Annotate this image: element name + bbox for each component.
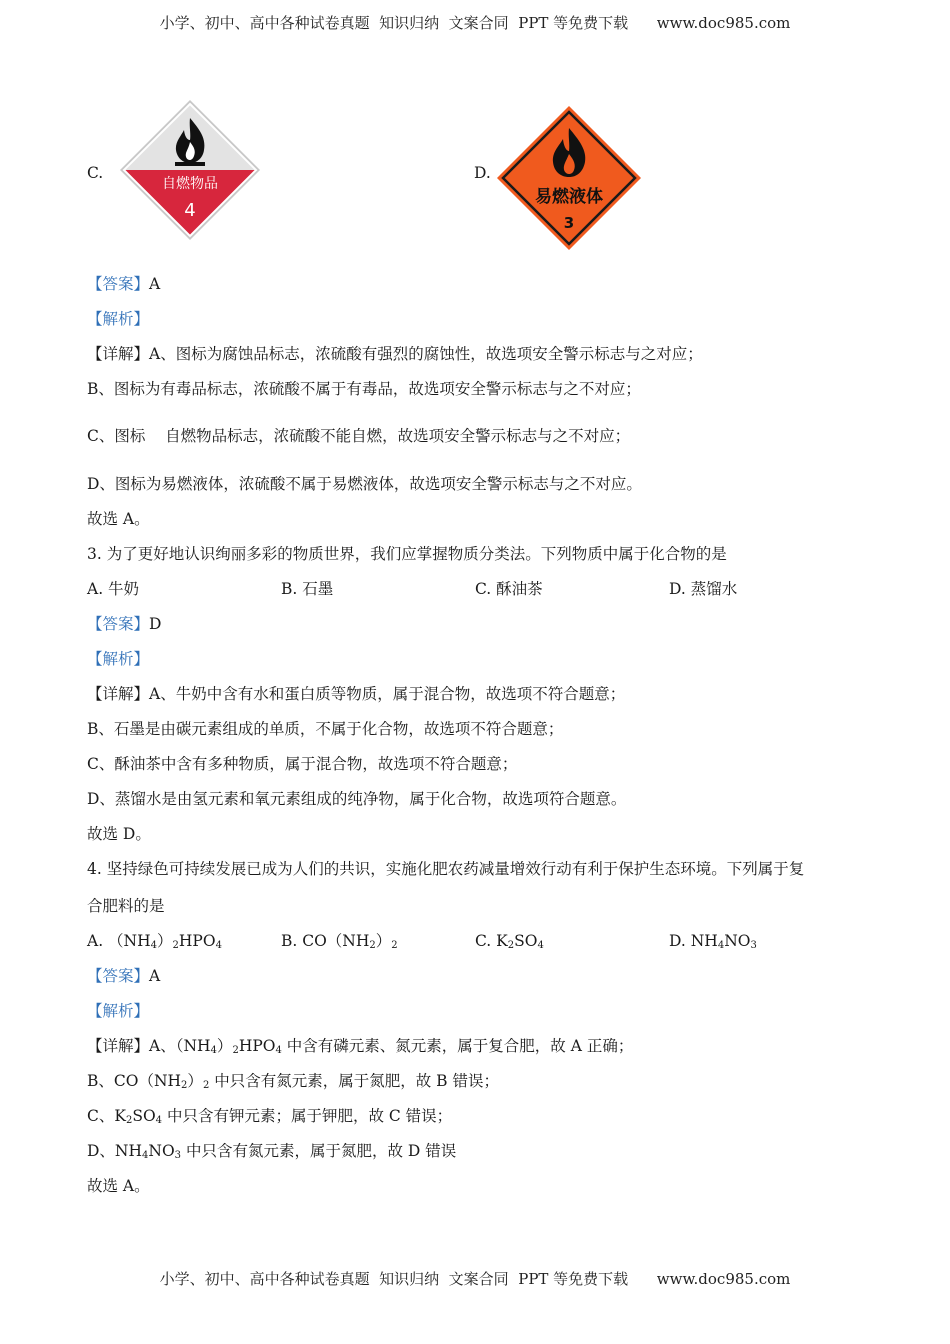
q4-option-d: D. $NH_4NO_3$ xyxy=(669,932,757,951)
q3-detail-a-text: A、牛奶中含有水和蛋白质等物质，属于混合物，故选项不符合题意； xyxy=(149,685,626,703)
q4-option-c: C. $K_2SO_4$ xyxy=(475,932,544,951)
q2-detail-d: D、图标为易燃液体，浓硫酸不属于易燃液体，故选项安全警示标志与之不对应。 xyxy=(87,475,642,493)
q3-answer: D xyxy=(149,615,162,633)
q2-analysis-tag: 【解析】 xyxy=(87,310,150,328)
q3-stem: 3. 为了更好地认识绚丽多彩的物质世界，我们应掌握物质分类法。下列物质中属于化合物的是 xyxy=(87,545,727,563)
answer-tag: 【答案】 xyxy=(87,615,150,633)
q3-option-c: C. 酥油茶 xyxy=(475,580,543,598)
q4-option-a: A. $(NH_4)_2HPO_4$ xyxy=(87,932,222,951)
detail-tag: 【详解】 xyxy=(87,685,150,703)
flammable-liquid-sign xyxy=(497,106,641,250)
q3-option-d: D. 蒸馏水 xyxy=(669,580,738,598)
answer-tag: 【答案】 xyxy=(87,967,150,985)
q3-answer-row xyxy=(87,614,867,634)
option-d-label: D. xyxy=(474,164,491,182)
q3-option-a: A. 牛奶 xyxy=(87,580,140,598)
q4-detail-a: 【详解】A、$(NH_4)_2HPO_4$ 中含有磷元素、氮元素，属于复合肥，故 A 正确； xyxy=(87,1037,634,1056)
q2-answer: A xyxy=(149,275,161,293)
q4-option-b: B. $CO(NH_2)_2$ xyxy=(281,932,398,951)
q3-detail-c: C、酥油茶中含有多种物质，属于混合物，故选项不符合题意； xyxy=(87,755,518,773)
q3-detail-a xyxy=(87,684,867,704)
q4-conclusion: 故选 A。 xyxy=(87,1177,150,1195)
answer-tag: 【答案】 xyxy=(87,275,150,293)
sign-d-text: 易燃液体 xyxy=(535,187,603,207)
detail-tag: 【详解】 xyxy=(87,345,150,363)
page-footer: 小学、初中、高中各种试卷真题 知识归纳 文案合同 PPT 等免费下载 www.doc985.com xyxy=(159,1270,791,1288)
option-c-label: C. xyxy=(87,164,104,182)
q2-detail-c: C、图标 自燃物品标志，浓硫酸不能自燃，故选项安全警示标志与之不对应； xyxy=(87,427,631,445)
q3-option-b: B. 石墨 xyxy=(281,580,334,598)
q2-detail-a-text: A、图标为腐蚀品标志，浓硫酸有强烈的腐蚀性，故选项安全警示标志与之对应； xyxy=(149,345,703,363)
q2-answer-row xyxy=(87,274,867,294)
q3-detail-d: D、蒸馏水是由氢元素和氧元素组成的纯净物，属于化合物，故选项符合题意。 xyxy=(87,790,627,808)
sign-c-number: 4 xyxy=(184,200,196,221)
q4-stem-line1: 4. 坚持绿色可持续发展已成为人们的共识，实施化肥农药减量增效行动有利于保护生态环境。下列属于复 xyxy=(87,860,805,878)
q3-conclusion: 故选 D。 xyxy=(87,825,151,843)
q4-analysis-tag: 【解析】 xyxy=(87,1002,150,1020)
spontaneous-combustion-sign xyxy=(120,100,260,240)
q4-stem-line2: 合肥料的是 xyxy=(87,897,165,915)
q4-answer-row xyxy=(87,966,867,986)
q2-detail-a xyxy=(87,344,867,364)
q2-detail-b: B、图标为有毒品标志，浓硫酸不属于有毒品，故选项安全警示标志与之不对应； xyxy=(87,380,641,398)
detail-tag: 【详解】 xyxy=(87,1037,150,1055)
q3-analysis-tag: 【解析】 xyxy=(87,650,150,668)
q4-answer: A xyxy=(149,967,161,985)
page-header: 小学、初中、高中各种试卷真题 知识归纳 文案合同 PPT 等免费下载 www.doc985.com xyxy=(159,14,791,32)
q3-detail-b: B、石墨是由碳元素组成的单质，不属于化合物，故选项不符合题意； xyxy=(87,720,564,738)
sign-d-number: 3 xyxy=(563,214,575,232)
sign-c-text: 自燃物品 xyxy=(162,176,218,192)
q4-detail-c: C、$K_2SO_4$ 中只含有钾元素；属于钾肥，故 C 错误； xyxy=(87,1107,453,1126)
q2-conclusion: 故选 A。 xyxy=(87,510,150,528)
q4-detail-b: B、$CO(NH_2)_2$ 中只含有氮元素，属于氮肥，故 B 错误； xyxy=(87,1072,499,1091)
q4-detail-d: D、$NH_4NO_3$ 中只含有氮元素，属于氮肥，故 D 错误 xyxy=(87,1142,457,1161)
